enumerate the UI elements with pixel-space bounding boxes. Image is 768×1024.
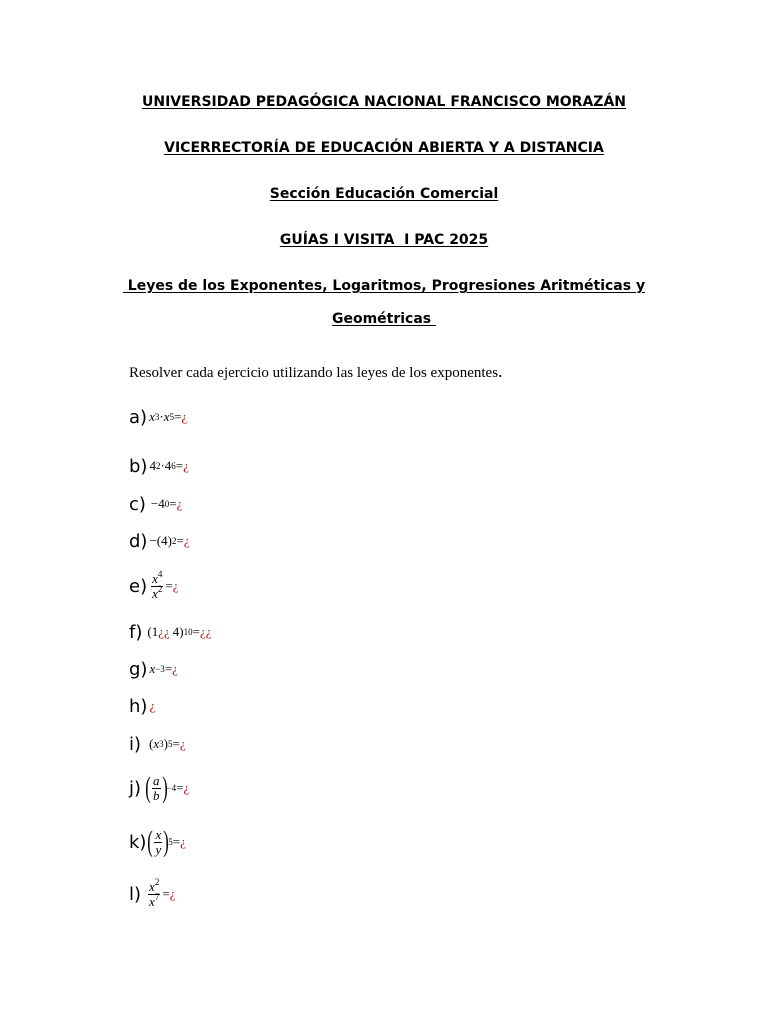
exercise-expression: 4 2 · 4 6 = ¿: [149, 458, 189, 473]
exercise-label: b): [129, 455, 148, 477]
exercise-label: c): [129, 493, 146, 515]
section-title: Sección Educación Comercial: [269, 186, 499, 202]
fraction: $\frac{a}{b}$: [153, 772, 160, 803]
exercise-expression: x 3 · x 5 = ¿: [149, 409, 188, 424]
exercise-i: [129, 729, 186, 759]
exercise-expression: − 4 0 = ¿: [150, 496, 183, 511]
exercise-g: [129, 654, 178, 684]
exercise-label: e): [129, 575, 148, 597]
exercise-label: j): [129, 777, 142, 799]
exercise-e: [129, 566, 179, 606]
exercise-expression: x −3 = ¿: [149, 661, 178, 676]
exercise-label: i): [129, 733, 142, 755]
exercise-expression: ( x 3 ) 5 = ¿: [149, 736, 186, 751]
exercise-label: g): [129, 658, 148, 680]
exercise-l: [129, 874, 175, 914]
topic-title-line2: Geométricas: [331, 311, 437, 327]
exercise-expression: ( $\frac{a}{b}$ ) −4 = ¿: [145, 771, 190, 804]
exercise-label: h): [129, 695, 148, 717]
exercise-expression: − ( 4 ) 2 = ¿: [149, 533, 190, 548]
guide-title: GUÍAS I VISITA I PAC 2025: [279, 232, 489, 248]
exercise-label: a): [129, 406, 148, 428]
topic-title-line1: Leyes de los Exponentes, Logaritmos, Progresiones Aritméticas y: [122, 278, 646, 294]
fraction: $\frac{x^2}{x^7}$: [149, 876, 160, 909]
exercise-expression: $\frac{x^4}{x^2}$ = ¿: [152, 568, 179, 601]
exercise-b: [129, 451, 189, 481]
vicerrectoria-title: VICERRECTORÍA DE EDUCACIÓN ABIERTA Y A DISTANCIA: [164, 140, 604, 156]
exercise-d: [129, 526, 190, 556]
exercise-expression: ¿: [149, 698, 156, 713]
exercise-label: l): [129, 883, 142, 905]
exercise-expression: $\frac{x^2}{x^7}$ = ¿: [149, 876, 176, 909]
fraction: $\frac{x}{y}$: [155, 826, 162, 857]
exercise-label: d): [129, 530, 148, 552]
exercise-j: [129, 766, 189, 810]
exercise-expression: ( $\frac{x}{y}$ ) 5 = ¿: [147, 825, 186, 858]
fraction: $\frac{x^4}{x^2}$: [152, 568, 163, 601]
exercise-label: f): [129, 621, 143, 643]
exercise-h: [129, 691, 155, 721]
exercise-expression: ( 1 ¿¿ 4 ) 10 = ¿¿: [147, 624, 212, 639]
exercise-k: [129, 820, 186, 864]
exercise-label: k): [129, 831, 147, 853]
university-title: UNIVERSIDAD PEDAGÓGICA NACIONAL FRANCISCO MORAZÁN: [141, 94, 627, 110]
exercise-f: [129, 617, 211, 647]
exercise-a: [129, 402, 187, 432]
instructions: Resolver cada ejercicio utilizando las leyes de los exponentes.: [129, 361, 503, 381]
exercise-c: [129, 489, 182, 519]
